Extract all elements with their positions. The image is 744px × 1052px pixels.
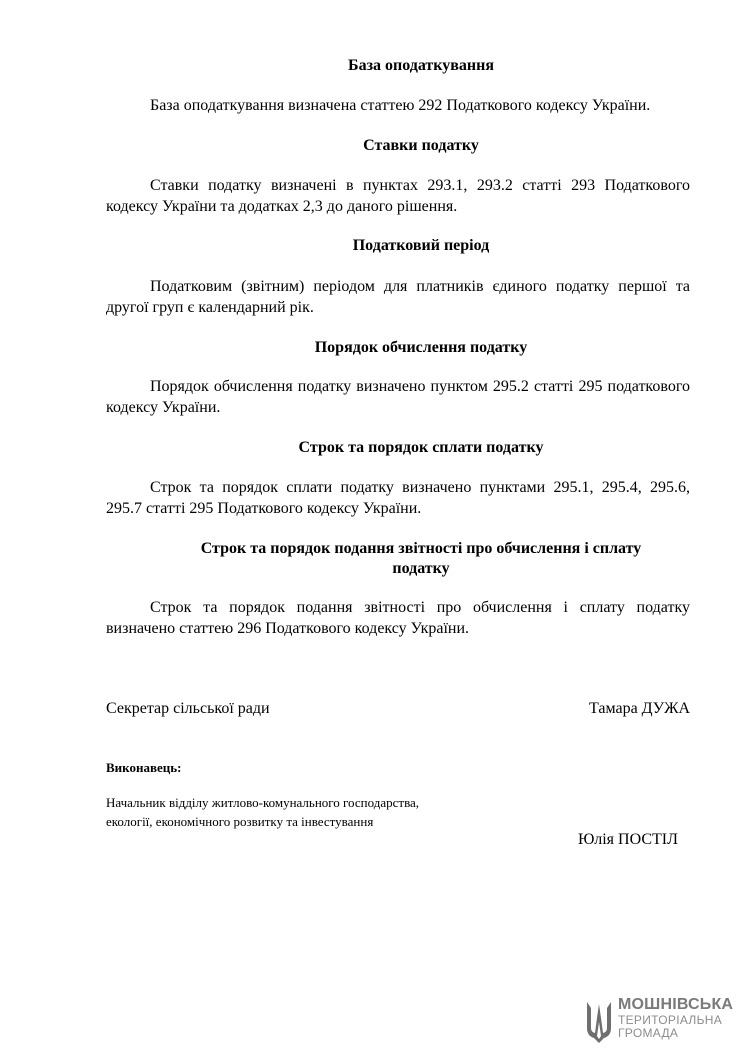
trident-icon [584,998,614,1044]
signature-name: Тамара ДУЖА [588,700,690,717]
section-heading-tax-period: Податковий період [352,237,490,254]
section-text-tax-base [106,95,690,116]
section-heading-payment: Строк та порядок сплати податку [298,439,544,456]
signature-title: Секретар сільської ради [106,700,270,717]
section-heading-calculation: Порядок обчислення податку [314,339,528,356]
section-text: Строк та порядок сплати податку визначено пунктами 295.1, 295.4, 295.6, 295.7 статті 295 Податкового кодексу України. [106,479,690,517]
section-heading-tax-rates: Ставки податку [363,137,479,154]
signature-row [106,698,690,719]
logo-line-3: ГРОМАДА [618,1026,679,1040]
executor-position: Начальник відділу житлово-комунального господарства, екології, економічного розвитку та інвестування [106,795,420,829]
executor-name: Юлія ПОСТІЛ [578,831,678,848]
section-text-reporting [106,597,690,639]
community-logo [584,996,734,1048]
section-text: Ставки податку визначені в пунктах 293.1, 293.2 статті 293 Податкового кодексу України та додатках 2,3 до даного рішення. [106,177,690,215]
section-text-tax-rates [106,175,690,217]
section-text-calculation [106,376,690,418]
section-text: Порядок обчислення податку визначено пунктом 295.2 статті 295 податкового кодексу України. [106,378,690,416]
section-text: База оподаткування визначена статтею 292 Податкового кодексу України. [150,97,651,114]
section-text-tax-period [106,276,690,318]
section-text: Податковим (звітним) періодом для платників єдиного податку першої та другої груп є календарний рік. [106,278,690,316]
section-heading-line: податку [392,560,450,577]
section-heading-reporting [106,539,736,579]
section-heading-tax-base: База оподаткування [347,57,495,74]
section-text: Строк та порядок подання звітності про обчислення і сплату податку визначено статтею 296 Податкового кодексу України. [106,599,690,637]
section-heading-line: Строк та порядок подання звітності про обчислення і сплату [200,540,642,557]
logo-line-2: ТЕРИТОРІАЛЬНА [618,1013,723,1027]
section-text-payment [106,477,690,519]
logo-line-1: МОШНІВСЬКА [618,996,734,1013]
executor-label: Виконавець: [106,760,182,775]
